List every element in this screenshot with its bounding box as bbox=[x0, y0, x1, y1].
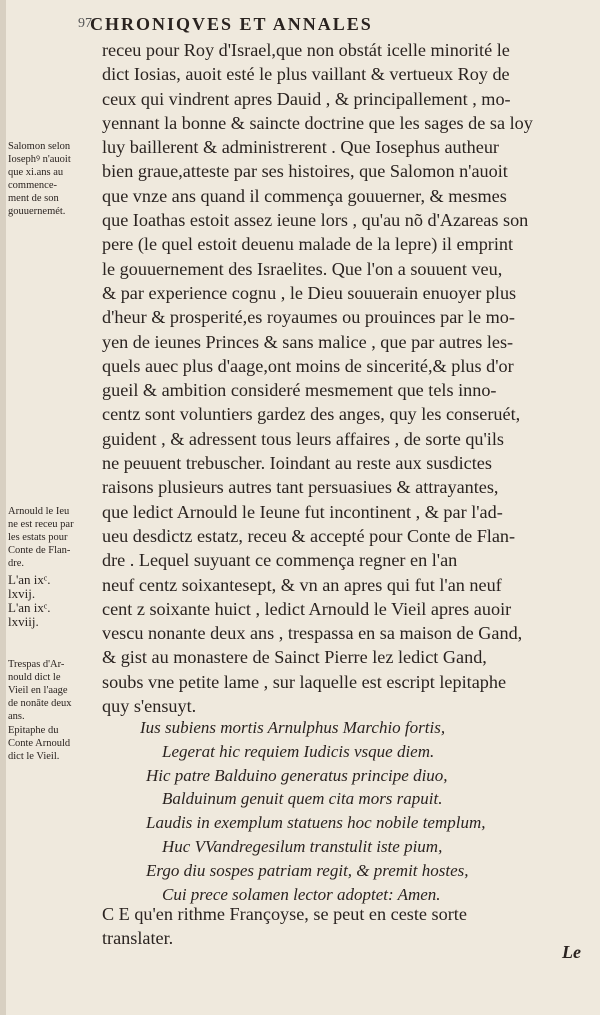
margin-line: dict le Vieil. bbox=[8, 751, 60, 762]
margin-line: lxvij. bbox=[8, 586, 36, 601]
margin-line: Conte Arnould bbox=[8, 738, 71, 749]
text-line: pere (le quel estoit deuenu malade de la lepre) il emprint bbox=[102, 234, 514, 255]
margin-note-years bbox=[8, 573, 98, 629]
text-line: que vnze ans quand il commença gouuerner, & mesmes bbox=[102, 185, 507, 206]
margin-line: ment de son bbox=[8, 193, 59, 204]
margin-line: Salomon selon bbox=[8, 141, 71, 152]
catchword: Le bbox=[562, 942, 581, 962]
closing-text bbox=[102, 902, 587, 951]
verse-line: Laudis in exemplum statuens hoc nobile templum, bbox=[146, 813, 486, 833]
text-line: que Ioathas estoit assez ieune lors , qu'au nõ d'Azareas son bbox=[102, 210, 529, 231]
text-line: dict Iosias, auoit esté le plus vaillant & vertueux Roy de bbox=[102, 64, 510, 85]
verse-line: Balduinum genuit quem cita mors rapuit. bbox=[162, 789, 443, 809]
margin-line: Trespas d'Ar- bbox=[8, 659, 65, 670]
margin-line: Arnould le Ieu bbox=[8, 506, 70, 517]
verse-line: Ius subiens mortis Arnulphus Marchio fortis, bbox=[140, 718, 446, 737]
text-line: cent z soixante huict , ledict Arnould le Vieil apres auoir bbox=[102, 598, 512, 619]
text-line: soubs vne petite lame , sur laquelle est escript lepitaphe bbox=[102, 671, 507, 692]
margin-note-arnould bbox=[8, 505, 98, 570]
text-line: raisons plusieurs autres tant persuasiues & attrayantes, bbox=[102, 477, 499, 498]
text-line: luy baillerent & administrerent . Que Iosephus autheur bbox=[102, 137, 499, 158]
margin-line: gouuernemét. bbox=[8, 206, 66, 217]
margin-line: de nonāte deux bbox=[8, 698, 72, 709]
margin-line: ans. bbox=[8, 711, 25, 722]
text-line: ueu desdictz estatz, receu & accepté pour Conte de Flan- bbox=[102, 525, 516, 546]
verse-line: Ergo diu sospes patriam regit, & premit hostes, bbox=[146, 860, 469, 880]
text-line: C E qu'en rithme Françoyse, se peut en ceste sorte bbox=[102, 904, 467, 924]
margin-line: dre. bbox=[8, 558, 25, 569]
text-line: dre . Lequel suyuant ce commença regner en l'an bbox=[102, 550, 458, 571]
text-line: bien graue,atteste par ses histoires, que Salomon n'auoit bbox=[102, 161, 508, 182]
text-line: que ledict Arnould le Ieune fut incontinent , & par l'ad- bbox=[102, 501, 503, 522]
text-line: d'heur & prosperité,es royaumes ou prouinces par le mo- bbox=[102, 307, 515, 328]
verse-line: Cui prece solamen lector adoptet: Amen. bbox=[162, 884, 441, 904]
text-line: ne peuuent trebuscher. Ioindant au reste aux susdictes bbox=[102, 453, 492, 474]
text-line: guident , & adressent tous leurs affaires , de sorte qu'ils bbox=[102, 428, 504, 449]
text-line: vescu nonante deux ans , trespassa en sa maison de Gand, bbox=[102, 623, 523, 644]
text-line: & par experience cognu , le Dieu souuerain enuoyer plus bbox=[102, 282, 517, 303]
margin-line: L'an ixᶜ. bbox=[8, 572, 51, 587]
margin-line: Iosephꝰ n'auoit bbox=[8, 154, 71, 165]
text-line: yennant la bonne & saincte doctrine que les sages de sa loy bbox=[102, 112, 533, 133]
margin-line: commence- bbox=[8, 180, 57, 191]
text-line: ceux qui vindrent apres Dauid , & principallement , mo- bbox=[102, 88, 511, 109]
verse-line: Legerat hic requiem Iudicis vsque diem. bbox=[162, 741, 435, 761]
page-number: 97 bbox=[78, 16, 92, 31]
margin-line: ne est receu par bbox=[8, 519, 74, 530]
text-line: neuf centz soixantesept, & vn an apres qui fut l'an neuf bbox=[102, 574, 502, 595]
margin-line: que xi.ans au bbox=[8, 167, 64, 178]
running-title: CHRONIQVES ET ANNALES bbox=[90, 14, 373, 34]
margin-line: Epitaphe du bbox=[8, 725, 59, 736]
epitaph-verse bbox=[140, 716, 580, 906]
page-gutter bbox=[0, 0, 6, 1015]
margin-line: Conte de Flan- bbox=[8, 545, 71, 556]
margin-line: lxviij. bbox=[8, 614, 39, 629]
text-line: gueil & ambition consideré mesmement que tels inno- bbox=[102, 380, 497, 401]
margin-line: L'an ixᶜ. bbox=[8, 600, 51, 615]
verse-line: Hic patre Balduino generatus principe diuo, bbox=[146, 765, 448, 785]
text-line: receu pour Roy d'Israel,que non obstát icelle minorité le bbox=[102, 40, 510, 60]
text-line: le gouuernement des Israelites. Que l'on a souuent veu, bbox=[102, 258, 503, 279]
verse-line: Huc VVandregesilum transtulit iste pium, bbox=[162, 836, 443, 856]
margin-line: nould dict le bbox=[8, 672, 61, 683]
margin-note-salomon bbox=[8, 140, 98, 218]
text-line: centz sont voluntiers gardez des anges, quy les conseruét, bbox=[102, 404, 521, 425]
text-line: translater. bbox=[102, 928, 174, 949]
text-line: & gist au monastere de Sainct Pierre lez ledict Gand, bbox=[102, 647, 487, 668]
text-line: quy s'ensuyt. bbox=[102, 696, 197, 717]
main-text bbox=[102, 38, 587, 718]
text-line: quels auec plus d'aage,ont moins de sincerité,& plus d'or bbox=[102, 355, 514, 376]
text-line: yen de ieunes Princes & sans malice , que par autres les- bbox=[102, 331, 514, 352]
margin-line: Vieil en l'aage bbox=[8, 685, 68, 696]
margin-note-trespas bbox=[8, 658, 98, 723]
margin-note-epitaphe bbox=[8, 724, 98, 763]
margin-line: les estats pour bbox=[8, 532, 68, 543]
